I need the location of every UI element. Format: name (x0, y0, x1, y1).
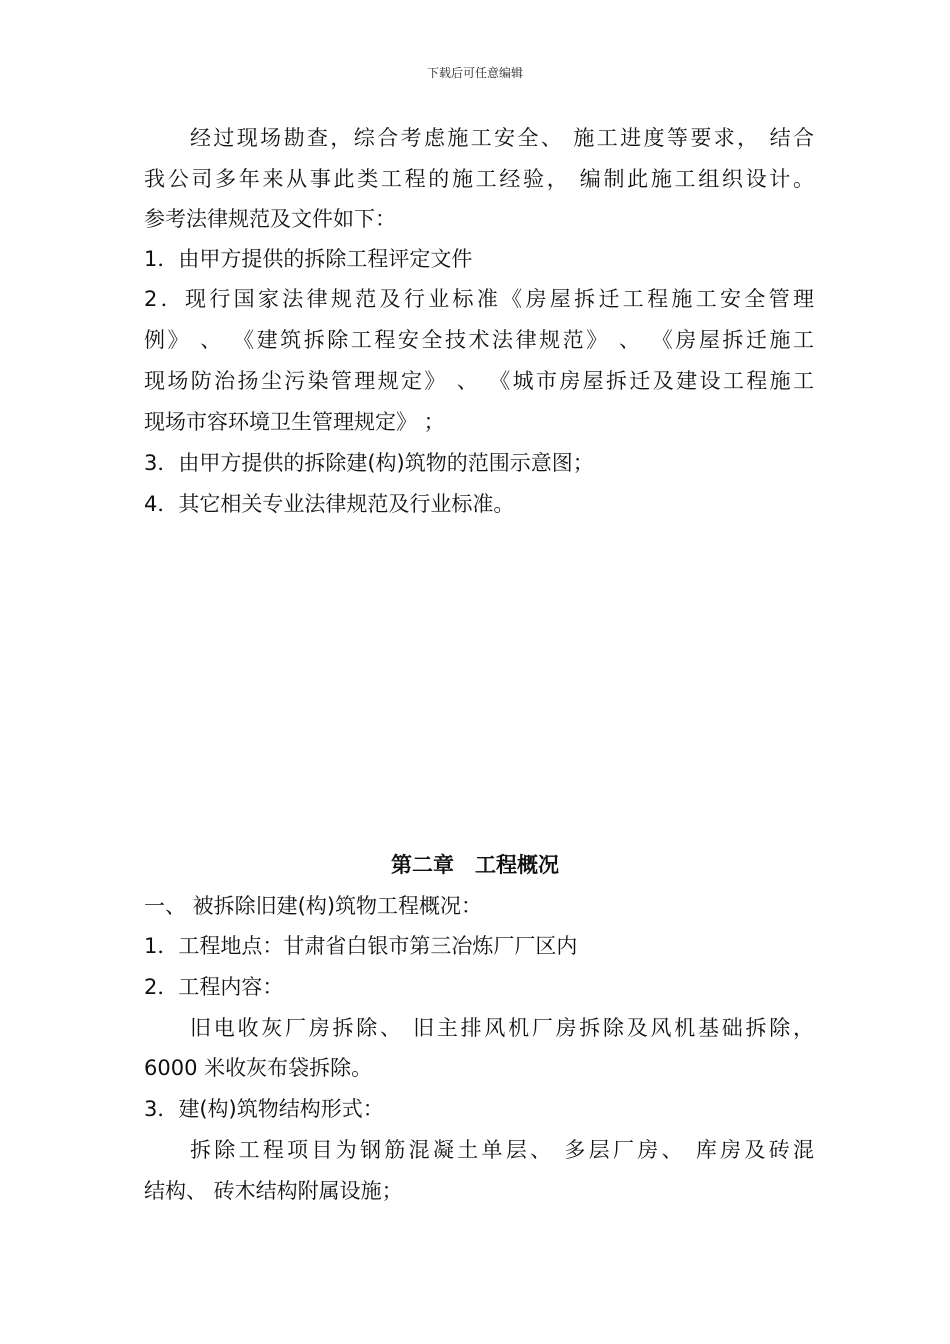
list-item: 2．现行国家法律规范及行业标准《房屋拆迁工程施工安全管理 (144, 287, 814, 311)
paragraph-line: 结构、 砖木结构附属设施； (144, 1179, 403, 1203)
section-heading: 一、 被拆除旧建(构)筑物工程概况： (144, 894, 483, 918)
paragraph-line: 参考法律规范及文件如下： (144, 207, 396, 231)
list-item: 1．工程地点：甘肃省白银市第三冶炼厂厂区内 (144, 934, 578, 958)
list-item: 2．工程内容： (144, 975, 284, 999)
chapter-title: 第二章 工程概况 (391, 853, 559, 877)
paragraph-line: 旧电收灰厂房拆除、 旧主排风机厂房拆除及风机基础拆除， (190, 1016, 814, 1040)
page-header: 下载后可任意编辑 (426, 66, 523, 80)
list-item-continuation: 现场市容环境卫生管理规定》 ； (144, 410, 445, 434)
paragraph-line: 拆除工程项目为钢筋混凝土单层、 多层厂房、 库房及砖混 (190, 1138, 814, 1162)
list-item: 4．其它相关专业法律规范及行业标准。 (144, 492, 515, 516)
list-item: 3．由甲方提供的拆除建(构)筑物的范围示意图； (144, 451, 594, 475)
list-item-continuation: 例》 、 《建筑拆除工程安全技术法律规范》 、 《房屋拆迁施工 (144, 328, 814, 352)
list-item-continuation: 现场防治扬尘污染管理规定》 、 《城市房屋拆迁及建设工程施工 (144, 369, 814, 393)
list-item: 1．由甲方提供的拆除工程评定文件 (144, 247, 473, 271)
list-item: 3．建(构)筑物结构形式： (144, 1097, 384, 1121)
paragraph-line: 我公司多年来从事此类工程的施工经验， 编制此施工组织设计。 (144, 167, 814, 191)
paragraph-line: 6000 米收灰布袋拆除。 (144, 1056, 373, 1080)
paragraph-line: 经过现场勘查，综合考虑施工安全、 施工进度等要求， 结合 (190, 126, 814, 150)
